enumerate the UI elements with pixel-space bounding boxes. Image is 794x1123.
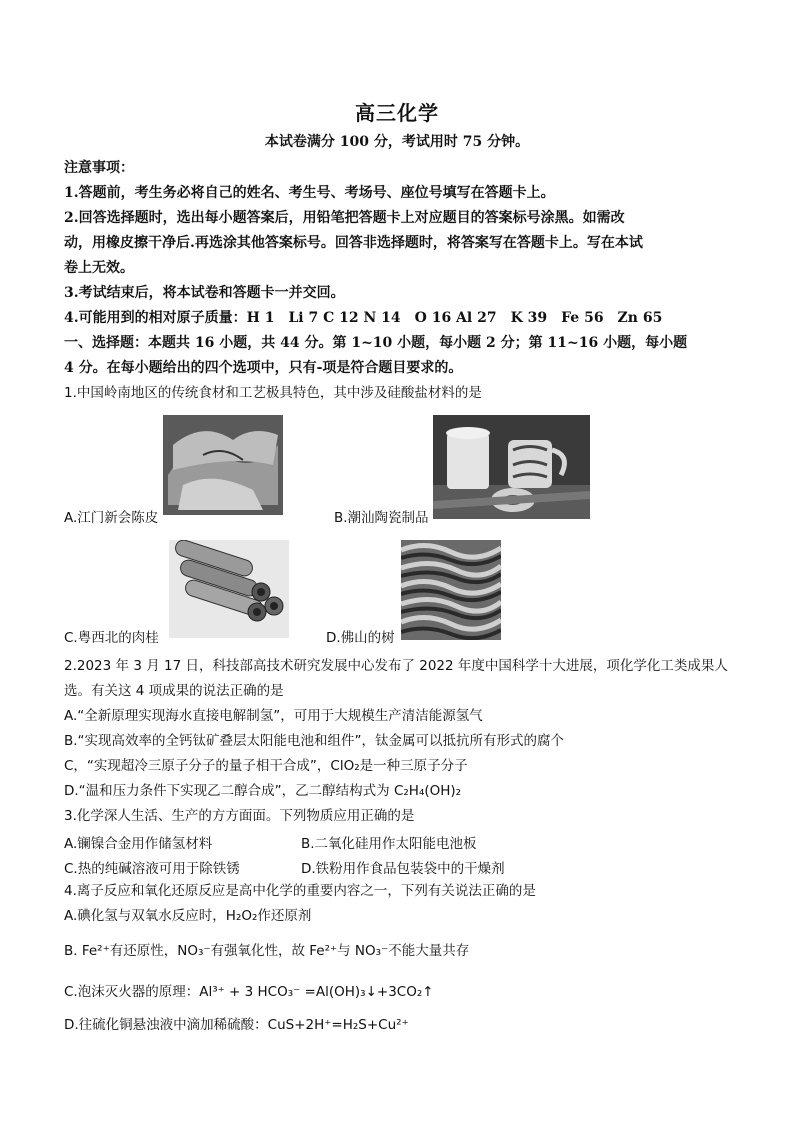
q1-option-a: A.江门新会陈皮 — [64, 510, 159, 526]
q1-option-c: C.粤西北的肉桂 — [64, 630, 159, 646]
ceramics-illustration — [433, 415, 590, 519]
q2-option-b: B.“实现高效率的全钙钛矿叠层太阳能电池和组件”，钛金属可以抵抗所有形式的腐个 — [64, 733, 565, 749]
q4-option-b: B. Fe²⁺有还原性，NO₃⁻有强氧化性，故 Fe²⁺与 NO₃⁻不能大量共存 — [64, 943, 470, 959]
question-1-stem: 1.中国岭南地区的传统食材和工艺极具特色，其中涉及硅酸盐材料的是 — [64, 385, 482, 401]
q4-option-d: D.往硫化铜悬浊液中滴加稀硫酸：CuS+2H⁺=H₂S+Cu²⁺ — [64, 1017, 409, 1033]
notice-item: 2.回答选择题时，选出每小题答案后，用铅笔把答题卡上对应题目的答案标号涂黑。如需改 — [64, 210, 625, 226]
cinnamon-illustration — [169, 540, 289, 638]
q4-option-c: C.泡沫灭火器的原理：Al³⁺ + 3 HCO₃⁻ =Al(OH)₃↓+3CO₂↑ — [64, 984, 434, 1000]
question-2-stem-cont: 选。有关这 4 项成果的说法正确的是 — [64, 683, 284, 699]
q2-option-d: D.“温和压力条件下实现乙二醇合成”，乙二醇结构式为 C₂H₄(OH)₂ — [64, 783, 462, 799]
q1-option-d: D.佛山的树 — [326, 630, 395, 646]
q4-option-a: A.碘化氢与双氧水反应时，H₂O₂作还原剂 — [64, 908, 312, 924]
page-title: 高三化学 — [355, 101, 439, 125]
notice-item: 4.可能用到的相对原子质量：H 1 Li 7 C 12 N 14 O 16 Al 27 K 39 Fe 56 Zn 65 — [64, 310, 663, 326]
exam-subtitle: 本试卷满分 100 分，考试用时 75 分钟。 — [264, 134, 530, 150]
notice-item: 动，用橡皮擦干净后.再选涂其他答案标号。回答非选择题时，将答案写在答题卡上。写在本试 — [64, 235, 643, 251]
q2-option-c: C，“实现超冷三原子分子的量子相干合成”，ClO₂是一种三原子分子 — [64, 758, 468, 774]
notice-heading: 注意事项： — [64, 160, 134, 176]
question-2-stem: 2.2023 年 3 月 17 日，科技部高技术研究发展中心发布了 2022 年度中国科学十大进展，项化学化工类成果人 — [64, 658, 728, 674]
notice-item: 3.考试结束后，将本试卷和答题卡一并交回。 — [64, 285, 345, 301]
question-4-stem: 4.离子反应和氧化还原反应是高中化学的重要内容之一，下列有关说法正确的是 — [64, 883, 536, 899]
question-3-stem: 3.化学深人生活、生产的方方面面。下列物质应用正确的是 — [64, 808, 415, 824]
q3-option-c: C.热的纯碱溶液可用于除铁锈 — [64, 861, 240, 877]
section-heading: 一、选择题：本题共 16 小题，共 44 分。第 1~10 小题，每小题 2 分；第 11~16 小题，每小题 — [64, 335, 688, 351]
q2-option-a: A.“全新原理实现海水直接电解制氢”，可用于大规模生产清洁能源氢气 — [64, 708, 483, 724]
q1-option-b: B.潮汕陶瓷制品 — [334, 510, 429, 526]
notice-item: 卷上无效。 — [64, 260, 134, 276]
ceramics-photo — [433, 415, 590, 519]
tree-bark-photo — [401, 540, 501, 640]
section-heading-cont: 4 分。在每小题给出的四个选项中，只有-项是符合题目要求的。 — [64, 360, 463, 376]
chenpi-photo — [163, 415, 283, 515]
bark-illustration — [401, 540, 501, 640]
notice-item: 1.答题前，考生务必将自己的姓名、考生号、考场号、座位号填写在答题卡上。 — [64, 185, 555, 201]
cinnamon-photo — [169, 540, 289, 638]
q3-option-b: B.二氧化硅用作太阳能电池板 — [301, 836, 477, 852]
q3-option-d: D.铁粉用作食品包装袋中的干燥剂 — [301, 861, 505, 877]
chenpi-illustration — [163, 415, 283, 515]
q3-option-a: A.镧镍合金用作储氢材料 — [64, 836, 213, 852]
